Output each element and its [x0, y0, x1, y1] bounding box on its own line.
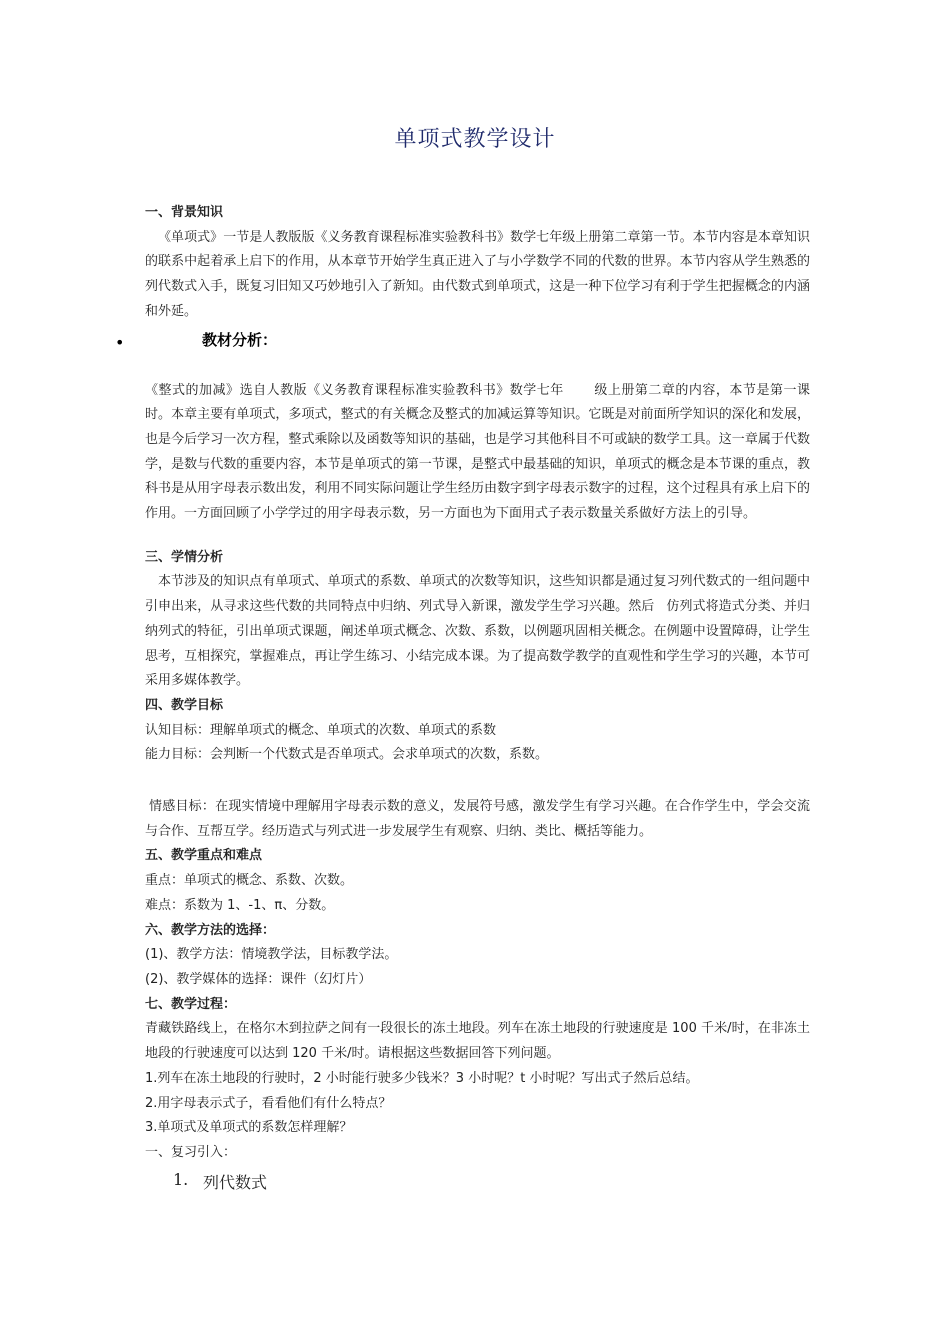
- paragraph-students: [145, 570, 810, 694]
- paragraph-background: 《单项式》一节是人教版版《义务教育课程标准实验教科书》数学七年级上册第二章第一节。本节内容是本章知识的联系中起着承上启下的作用，从本章节开始学生真正进入了与小学数学不同的代数的世界。本节内容从学生熟悉的列代数式入手，既复习旧知又巧妙地引入了新知。由代数式到单项式，这是一种下位学习有利于学生把握概念的内涵和外延。: [145, 229, 810, 319]
- numbered-item: [145, 1168, 810, 1198]
- goal-ability: 能力目标：会判断一个代数式是否单项式。会求单项式的次数，系数。: [145, 747, 549, 763]
- item-number: 1.: [173, 1169, 189, 1189]
- item-label: 列代数式: [203, 1172, 268, 1192]
- paragraph-students-a: 本节涉及的知识点有单项式、单项式的系数、单项式的次数等知识，这些知识都是通过复习列代数式的一组问题中引申出来，从寻求这些代数的共同特点中归纳、列式导入新课，激发学生学习兴趣。然后: [145, 574, 810, 615]
- document-body: [115, 201, 810, 1198]
- section-heading-goals: 四、教学目标: [145, 697, 224, 713]
- paragraph-material: [145, 379, 810, 527]
- key-point: 重点：单项式的概念、系数、次数。: [145, 873, 354, 889]
- process-question-3: 3.单项式及单项式的系数怎样理解？: [145, 1120, 353, 1136]
- section-heading-background: 一、背景知识: [145, 205, 224, 220]
- bullet-dot: •: [115, 332, 125, 352]
- method-teaching: (1)、教学方法：情境教学法，目标教学法。: [145, 947, 398, 963]
- process-question-2: 2.用字母表示式子，看看他们有什么特点？: [145, 1095, 392, 1111]
- method-media: (2)、教学媒体的选择：课件（幻灯片）: [145, 971, 372, 987]
- goal-emotion: 情感目标：在现实情境中理解用字母表示数的意义，发展符号感，激发学生有学习兴趣。在合作学生中，学会交流与合作、互帮互学。经历造式与列式进一步发展学生有观察、归纳、类比、概括等能力。: [145, 799, 810, 839]
- difficult-point: 难点：系数为 1、-1、π、分数。: [145, 897, 335, 913]
- section-heading-material: 教材分析：: [202, 330, 278, 349]
- section-heading-process: 七、教学过程：: [145, 996, 237, 1012]
- paragraph-material-a: 《整式的加减》选自人教版《义务教育课程标准实验教科书》数学七年: [145, 382, 564, 398]
- review-heading: 一、复习引入：: [145, 1144, 237, 1160]
- section-heading-keypoints: 五、教学重点和难点: [145, 848, 263, 864]
- paragraph-material-b: 级上册第二章的内容，本节是第一课时。本章主要有单项式，多项式，整式的有关概念及整式的加减运算等知识。它既是对前面所学知识的深化和发展，也是今后学习一次方程，整式乘除以及函数等知识的基础，也是学习其他科目不可或缺的数学工具。这一章属于代数学，是数与代数的重要内容，本节是单项式的第一节课，是整式中最基础的知识，单项式的概念是本节课的重点，教科书是从用字母表示数出发，利用不同实际问题让学生经历由数字到字母表示数字的过程，这个过程具有承上启下的作用。一方面回顾了小学学过的用字母表示数，另一方面也为下面用式子表示数量关系做好方法上的引导。: [145, 382, 810, 522]
- section-heading-methods: 六、教学方法的选择：: [145, 922, 276, 938]
- bullet-row-material: [115, 327, 810, 357]
- section-heading-students: 三、学情分析: [145, 549, 224, 565]
- document-title: 单项式教学设计: [394, 127, 556, 152]
- process-intro: 青藏铁路线上，在格尔木到拉萨之间有一段很长的冻土地段。列车在冻土地段的行驶速度是 100 千米/时，在非冻土地段的行驶速度可以达到 120 千米/时。请根据这些数据回答下列问题。: [145, 1021, 810, 1062]
- goal-cognitive: 认知目标：理解单项式的概念、单项式的次数、单项式的系数: [145, 722, 497, 738]
- process-question-1: 1.列车在冻土地段的行驶时，2 小时能行驶多少钱米？3 小时呢？t 小时呢？写出式子然后总结。: [145, 1070, 699, 1086]
- paragraph-students-b: 仿列式将造式分类、并归纳列式的特征，引出单项式课题，阐述单项式概念、次数、系数，以例题巩固相关概念。在例题中设置障碍，让学生思考，互相探究，掌握难点，再让学生练习、小结完成本课。为了提高数学教学的直观性和学生学习的兴趣，本节可采用多媒体教学。: [145, 599, 810, 689]
